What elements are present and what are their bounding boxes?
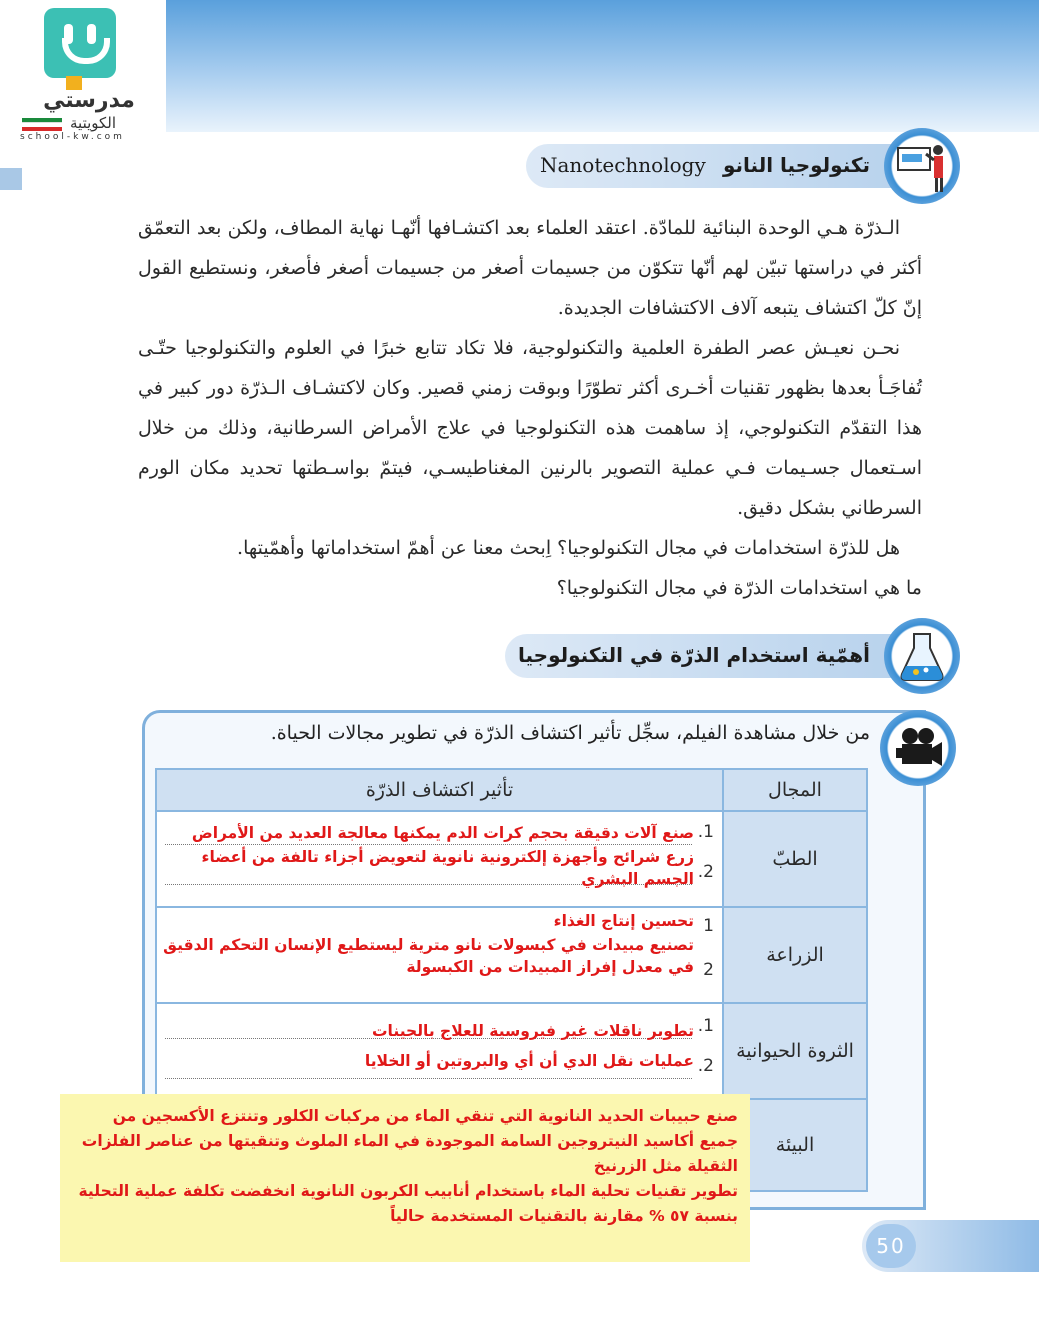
field-livestock: الثروة الحيوانية xyxy=(723,1003,867,1099)
table-row-medicine xyxy=(156,811,867,907)
kuwait-flag-icon xyxy=(22,118,62,130)
answer-medicine-1: صنع آلات دقيقة بحجم كرات الدم يمكنها معالجة العديد من الأمراض xyxy=(191,824,694,842)
header-impact: تأثير اكتشاف الذرّة xyxy=(156,769,723,811)
answer-medicine-2: زرع شرائح وأجهزة إلكترونية نانوية لتعويض أجزاء تالفة من أعضاء الجسم البشري xyxy=(201,848,694,888)
table-row-agriculture xyxy=(156,907,867,1003)
impact-cell-livestock[interactable] xyxy=(156,1003,723,1099)
field-agriculture: الزراعة xyxy=(723,907,867,1003)
answer-line xyxy=(165,1078,692,1079)
item-number: 2 xyxy=(703,960,714,980)
flask-icon xyxy=(884,618,960,694)
environment-answer-note xyxy=(60,1094,750,1262)
page-number: 50 xyxy=(866,1224,916,1268)
field-environment: البيئة xyxy=(723,1099,867,1191)
activity-instruction: من خلال مشاهدة الفيلم، سجِّل تأثير اكتشاف الذرّة في تطوير مجالات الحياة. xyxy=(270,722,870,744)
school-logo xyxy=(0,0,166,148)
section-title-ar: تكنولوجيا النانو xyxy=(722,153,870,177)
section-banner-nanotech xyxy=(526,144,922,188)
impact-cell-medicine[interactable] xyxy=(156,811,723,907)
item-number: 1. xyxy=(697,1016,714,1036)
video-camera-icon xyxy=(880,710,956,786)
table-row-livestock xyxy=(156,1003,867,1099)
answer-line xyxy=(165,844,692,845)
paragraph-4: ما هي استخدامات الذرّة في مجال التكنولوجيا؟ xyxy=(556,577,922,599)
section-banner-importance xyxy=(505,634,922,678)
item-number: 2. xyxy=(697,1056,714,1076)
section-title-importance: أهمّية استخدام الذرّة في التكنولوجيا xyxy=(517,643,870,667)
impact-cell-agriculture[interactable] xyxy=(156,907,723,1003)
logo-url: school-kw.com xyxy=(20,132,125,142)
answer-agriculture-1: تحسين إنتاج الغذاء xyxy=(553,912,694,930)
environment-answer-1: صنع حبيبات الحديد النانوية التي تنقي الماء من مركبات الكلور وتنتزع الأكسجين من جميع أكاسيد النيتروجين السامة الموجودة في الماء الملوث وتنقيتها من عناصر الفلزات الثقيلة مثل الزرنيخ xyxy=(81,1107,738,1175)
field-medicine: الطبّ xyxy=(723,811,867,907)
logo-subtitle: الكويتية xyxy=(70,114,117,132)
section-title-en: Nanotechnology xyxy=(540,153,706,177)
answer-agriculture-2: تصنيع مبيدات في كبسولات نانو مترية ليستطيع الإنسان التحكم الدقيق في معدل إفراز المبيدات من الكبسولة xyxy=(163,936,694,976)
logo-name: مدرستي xyxy=(43,88,135,113)
header-field: المجال xyxy=(723,769,867,811)
item-number: 1. xyxy=(697,822,714,842)
answer-livestock-2: عمليات نقل الدي أن أي والبروتين أو الخلايا xyxy=(364,1052,694,1070)
teacher-board-icon xyxy=(884,128,960,204)
item-number: 1 xyxy=(703,916,714,936)
paragraph-3: هل للذرّة استخدامات في مجال التكنولوجيا؟ اِبحث معنا عن أهمّ استخداماتها وأهمّيتها. xyxy=(237,537,900,559)
logo-icon xyxy=(44,8,116,78)
intro-text xyxy=(138,208,922,608)
margin-marker xyxy=(0,168,22,190)
logo-smile xyxy=(62,38,110,64)
environment-answer-2: تطوير تقنيات تحلية الماء باستخدام أنابيب الكربون النانوية انخفضت تكلفة عملية التحلية بنسبة ٥٧ % مقارنة بالتقنيات المستخدمة حالياً xyxy=(78,1182,738,1225)
paragraph-2: نحـن نعيـش عصر الطفرة العلمية والتكنولوجية، فلا تكاد تتابع خبرًا في العلوم والتكنولوجيا حتّـى تُفاجَـأ بعدها بظهور تقنيات أخـرى أكثر تطوّرًا وبوقت زمني قصير. وكان لاكتشـاف الـذرّة دور كبير في هذا التقدّم التكنولوجي، إذ ساهمت هذه التكنولوجيا في علاج الأمراض السرطانية، وذلك من خلال اسـتعمال جسـيمات فـي عملية التصوير بالرنين المغناطيسـي، فيتمّ بواسـطتها تحديد مكان الورم السرطاني بشكل دقيق. xyxy=(138,337,922,519)
paragraph-1: الـذرّة هـي الوحدة البنائية للمادّة. اعتقد العلماء بعد اكتشـافها أنّهـا نهاية المطاف، ولكن بعد التعمّق أكثر في دراستها تبيّن لهم أنّها تتكوّن من جسيمات أصغر من جسيمات أصغر فأصغر، ونستطيع القول إنّ كلّ اكتشاف يتبعه آلاف الاكتشافات الجديدة. xyxy=(138,217,922,319)
answer-livestock-1: تطوير ناقلات غير فيروسية للعلاج بالجينات xyxy=(371,1022,694,1040)
item-number: 2. xyxy=(697,862,714,882)
